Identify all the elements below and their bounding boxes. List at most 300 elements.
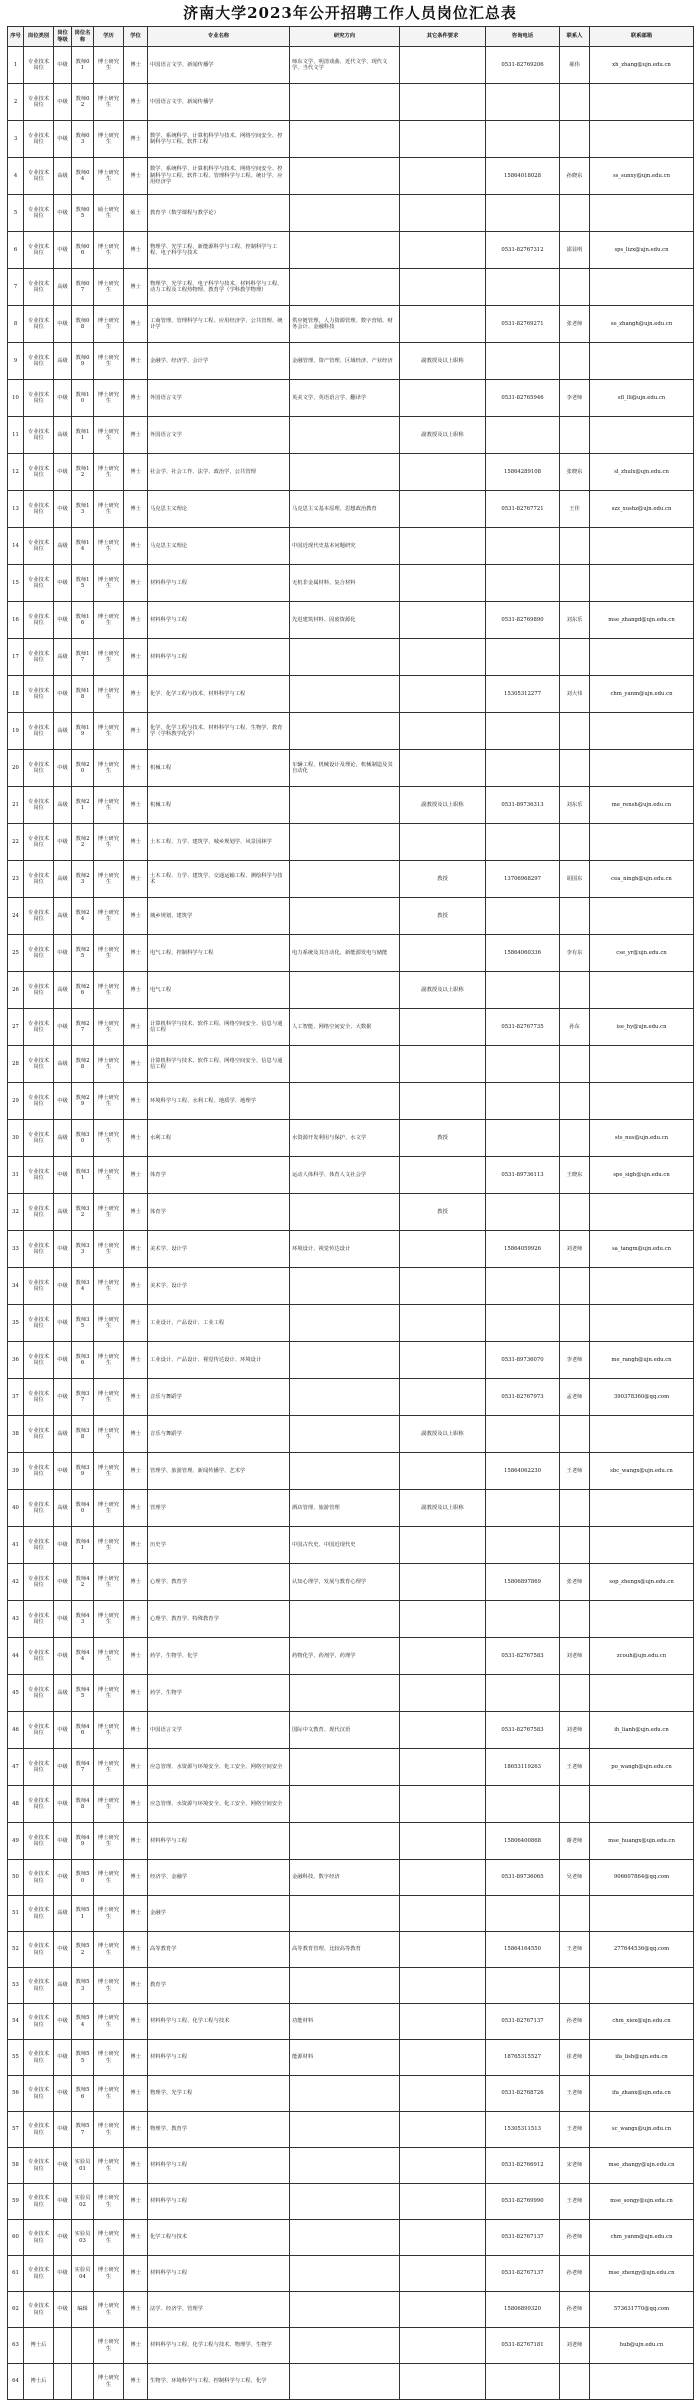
- cell-other-requirements: [400, 1675, 486, 1711]
- cell-major: 电气工程、控制科学与工程: [148, 935, 290, 971]
- header-degree: 学位: [124, 27, 148, 46]
- cell-email: [590, 121, 694, 157]
- cell-research-direction: 英美文学、英语语言学、翻译学: [290, 380, 400, 416]
- cell-other-requirements: [400, 750, 486, 786]
- cell-phone: 0531-82765946: [486, 380, 560, 416]
- cell-degree: 博士: [124, 2040, 148, 2075]
- cell-position-name: 教师24: [72, 898, 94, 934]
- cell-position-category: 专业技术岗位: [24, 1120, 54, 1156]
- cell-email: 573631770@qq.com: [590, 2292, 694, 2327]
- cell-research-direction: [290, 1453, 400, 1489]
- cell-position-category: 专业技术岗位: [24, 380, 54, 416]
- cell-row-number: 59: [8, 2184, 24, 2219]
- cell-position-level: 中级: [54, 1231, 72, 1267]
- cell-position-category: 专业技术岗位: [24, 2112, 54, 2147]
- cell-position-level: 高级: [54, 417, 72, 453]
- cell-phone: [486, 824, 560, 860]
- cell-position-category: 专业技术岗位: [24, 1823, 54, 1859]
- cell-research-direction: 酒店管理、旅游管理: [290, 1490, 400, 1526]
- cell-education: 博士研究生: [94, 1120, 124, 1156]
- cell-other-requirements: [400, 121, 486, 157]
- cell-email: [590, 417, 694, 453]
- cell-education: 博士研究生: [94, 306, 124, 342]
- page-title: 济南大学2023年公开招聘工作人员岗位汇总表: [183, 4, 517, 22]
- cell-row-number: 9: [8, 343, 24, 379]
- cell-degree: 博士: [124, 1194, 148, 1230]
- cell-contact-person: [560, 1305, 590, 1341]
- cell-education: 博士研究生: [94, 1527, 124, 1563]
- cell-phone: 15864018028: [486, 158, 560, 194]
- cell-education: 博士研究生: [94, 1490, 124, 1526]
- cell-position-level: 高级: [54, 269, 72, 305]
- cell-major: 工业设计、产品设计、视觉传达设计、环境设计: [148, 1342, 290, 1378]
- table-row: [8, 1120, 694, 1157]
- cell-education: 博士研究生: [94, 2076, 124, 2111]
- cell-phone: [486, 1527, 560, 1563]
- cell-position-level: 中级: [54, 1860, 72, 1895]
- cell-education: 博士研究生: [94, 2004, 124, 2039]
- table-row: [8, 2040, 694, 2076]
- cell-education: 博士研究生: [94, 824, 124, 860]
- cell-email: se_zhangh@ujn.edu.cn: [590, 306, 694, 342]
- cell-other-requirements: [400, 2148, 486, 2183]
- cell-phone: [486, 1675, 560, 1711]
- cell-row-number: 48: [8, 1786, 24, 1822]
- cell-position-level: 中级: [54, 2004, 72, 2039]
- cell-degree: 博士: [124, 2364, 148, 2399]
- cell-research-direction: [290, 1601, 400, 1637]
- cell-major: 机械工程: [148, 787, 290, 823]
- cell-row-number: 10: [8, 380, 24, 416]
- cell-position-level: 中级: [54, 1749, 72, 1785]
- table-row: [8, 1453, 694, 1490]
- cell-research-direction: 运动人体科学、体育人文社会学: [290, 1157, 400, 1193]
- cell-position-name: 实验员01: [72, 2148, 94, 2183]
- cell-education: 博士研究生: [94, 528, 124, 564]
- cell-row-number: 40: [8, 1490, 24, 1526]
- cell-other-requirements: [400, 1638, 486, 1674]
- table-row: [8, 2148, 694, 2184]
- cell-phone: [486, 639, 560, 675]
- cell-degree: 博士: [124, 2148, 148, 2183]
- cell-position-name: 教师43: [72, 1601, 94, 1637]
- cell-degree: 博士: [124, 750, 148, 786]
- cell-position-name: 教师01: [72, 47, 94, 83]
- cell-degree: 博士: [124, 2220, 148, 2255]
- cell-major: 材料科学与工程: [148, 639, 290, 675]
- cell-other-requirements: [400, 565, 486, 601]
- cell-research-direction: [290, 454, 400, 490]
- cell-email: [590, 1896, 694, 1931]
- cell-phone: 15864289108: [486, 454, 560, 490]
- cell-contact-person: 刘东乐: [560, 602, 590, 638]
- cell-education: 博士研究生: [94, 491, 124, 527]
- cell-position-category: 专业技术岗位: [24, 158, 54, 194]
- cell-degree: 博士: [124, 1712, 148, 1748]
- cell-degree: 博士: [124, 1453, 148, 1489]
- cell-degree: 博士: [124, 1601, 148, 1637]
- cell-education: 博士研究生: [94, 2292, 124, 2327]
- header-education: 学历: [94, 27, 124, 46]
- cell-contact-person: 刘老师: [560, 1231, 590, 1267]
- cell-contact-person: [560, 269, 590, 305]
- cell-major: 药学、生物学: [148, 1675, 290, 1711]
- cell-major: 物理学、光学工程: [148, 2076, 290, 2111]
- cell-phone: [486, 1083, 560, 1119]
- cell-education: 博士研究生: [94, 1638, 124, 1674]
- cell-contact-person: 孙老师: [560, 2292, 590, 2327]
- cell-position-name: [72, 2364, 94, 2399]
- cell-position-name: 教师52: [72, 1932, 94, 1967]
- cell-position-category: 专业技术岗位: [24, 2292, 54, 2327]
- cell-other-requirements: [400, 1823, 486, 1859]
- cell-contact-person: 王老师: [560, 1453, 590, 1489]
- cell-degree: 博士: [124, 898, 148, 934]
- cell-education: 博士研究生: [94, 861, 124, 897]
- cell-position-name: 教师23: [72, 861, 94, 897]
- cell-education: 博士研究生: [94, 1564, 124, 1600]
- cell-major: 心理学、教育学: [148, 1564, 290, 1600]
- cell-research-direction: 供应链管理、人力资源管理、数字营销、财务会计、金融科技: [290, 306, 400, 342]
- cell-research-direction: 药物化学、药剂学、药理学: [290, 1638, 400, 1674]
- cell-email: [590, 1046, 694, 1082]
- cell-email: [590, 1416, 694, 1452]
- cell-phone: [486, 1305, 560, 1341]
- cell-position-level: 中级: [54, 2040, 72, 2075]
- cell-research-direction: 电力系统及其自动化、新能源发电与储能: [290, 935, 400, 971]
- cell-research-direction: [290, 417, 400, 453]
- table-row: [8, 972, 694, 1009]
- cell-phone: 15806897869: [486, 1564, 560, 1600]
- cell-phone: 0531-82766912: [486, 2148, 560, 2183]
- table-row: [8, 2076, 694, 2112]
- cell-position-level: 中级: [54, 2220, 72, 2255]
- cell-position-name: 教师20: [72, 750, 94, 786]
- cell-research-direction: [290, 2364, 400, 2399]
- cell-major: 应急管理、水资源与环境安全、化工安全、网络空间安全: [148, 1749, 290, 1785]
- cell-degree: 博士: [124, 1416, 148, 1452]
- cell-research-direction: 师东文学、明清戏曲、近代文学、现代文学、当代文学: [290, 47, 400, 83]
- cell-major: 城乡规划、建筑学: [148, 898, 290, 934]
- table-row: [8, 935, 694, 972]
- cell-row-number: 5: [8, 195, 24, 231]
- cell-major: 药学、生物学、化学: [148, 1638, 290, 1674]
- cell-degree: 博士: [124, 602, 148, 638]
- cell-contact-person: 刘老师: [560, 1712, 590, 1748]
- cell-degree: 博士: [124, 1120, 148, 1156]
- cell-education: 博士研究生: [94, 1675, 124, 1711]
- table-row: [8, 1416, 694, 1453]
- cell-contact-person: 孙东: [560, 1009, 590, 1045]
- cell-degree: 博士: [124, 1009, 148, 1045]
- cell-phone: 0531-82767583: [486, 1638, 560, 1674]
- cell-row-number: 32: [8, 1194, 24, 1230]
- cell-row-number: 19: [8, 713, 24, 749]
- cell-degree: 博士: [124, 1083, 148, 1119]
- table-row: [8, 1968, 694, 2004]
- cell-education: 博士研究生: [94, 1749, 124, 1785]
- cell-position-level: 中级: [54, 1786, 72, 1822]
- cell-phone: 13706968297: [486, 861, 560, 897]
- cell-position-name: 教师37: [72, 1379, 94, 1415]
- cell-other-requirements: [400, 1342, 486, 1378]
- cell-position-name: 教师15: [72, 565, 94, 601]
- cell-other-requirements: [400, 1083, 486, 1119]
- table-row: [8, 2220, 694, 2256]
- cell-contact-person: [560, 343, 590, 379]
- cell-position-name: 教师09: [72, 343, 94, 379]
- cell-position-name: 教师10: [72, 380, 94, 416]
- cell-email: sts_nus@ujn.edu.cn: [590, 1120, 694, 1156]
- cell-education: 博士研究生: [94, 1268, 124, 1304]
- cell-phone: 0531-82769990: [486, 2184, 560, 2219]
- cell-major: 心理学、教育学、特殊教育学: [148, 1601, 290, 1637]
- cell-position-name: 实验员02: [72, 2184, 94, 2219]
- cell-major: 体育学: [148, 1157, 290, 1193]
- table-row: [8, 158, 694, 195]
- cell-position-category: 专业技术岗位: [24, 1527, 54, 1563]
- cell-position-category: 专业技术岗位: [24, 195, 54, 231]
- cell-row-number: 15: [8, 565, 24, 601]
- cell-contact-person: 刘老师: [560, 1638, 590, 1674]
- cell-position-level: 高级: [54, 158, 72, 194]
- positions-table: [7, 26, 694, 2400]
- cell-position-level: 中级: [54, 602, 72, 638]
- table-row: [8, 528, 694, 565]
- cell-phone: [486, 1490, 560, 1526]
- table-row: [8, 1860, 694, 1896]
- cell-phone: [486, 1416, 560, 1452]
- cell-row-number: 56: [8, 2076, 24, 2111]
- cell-position-category: 专业技术岗位: [24, 1083, 54, 1119]
- cell-major: 中国语言文学、新闻传播学: [148, 47, 290, 83]
- cell-phone: 0531-82769206: [486, 47, 560, 83]
- table-row: [8, 1342, 694, 1379]
- cell-position-level: 中级: [54, 2112, 72, 2147]
- cell-row-number: 50: [8, 1860, 24, 1895]
- cell-major: 高等教育学: [148, 1932, 290, 1967]
- cell-position-level: 高级: [54, 972, 72, 1008]
- cell-position-level: 中级: [54, 232, 72, 268]
- cell-email: me_rangh@ujn.edu.cn: [590, 1342, 694, 1378]
- cell-education: 博士研究生: [94, 1379, 124, 1415]
- cell-position-category: 专业技术岗位: [24, 1675, 54, 1711]
- cell-position-level: 中级: [54, 195, 72, 231]
- cell-research-direction: [290, 2220, 400, 2255]
- cell-major: 工商管理、管理科学与工程、应用经济学、公共管理、统计学: [148, 306, 290, 342]
- cell-research-direction: [290, 121, 400, 157]
- cell-row-number: 2: [8, 84, 24, 120]
- cell-position-level: 中级: [54, 1823, 72, 1859]
- cell-contact-person: [560, 1416, 590, 1452]
- table-row: [8, 232, 694, 269]
- cell-position-category: 专业技术岗位: [24, 491, 54, 527]
- cell-email: [590, 898, 694, 934]
- cell-position-level: 中级: [54, 1601, 72, 1637]
- cell-phone: [486, 269, 560, 305]
- cell-position-name: 教师12: [72, 454, 94, 490]
- cell-research-direction: [290, 1046, 400, 1082]
- cell-position-level: [54, 2364, 72, 2399]
- cell-position-category: 专业技术岗位: [24, 2256, 54, 2291]
- cell-position-category: 专业技术岗位: [24, 1305, 54, 1341]
- cell-other-requirements: 教授: [400, 861, 486, 897]
- cell-education: 博士研究生: [94, 2256, 124, 2291]
- cell-position-level: 中级: [54, 84, 72, 120]
- cell-position-category: 专业技术岗位: [24, 1860, 54, 1895]
- cell-phone: [486, 713, 560, 749]
- table-row: [8, 121, 694, 158]
- cell-other-requirements: [400, 306, 486, 342]
- cell-degree: 博士: [124, 676, 148, 712]
- cell-degree: 博士: [124, 1786, 148, 1822]
- cell-position-category: 专业技术岗位: [24, 1046, 54, 1082]
- cell-phone: 0531-82769271: [486, 306, 560, 342]
- cell-degree: 博士: [124, 639, 148, 675]
- cell-email: [590, 1601, 694, 1637]
- cell-degree: 博士: [124, 269, 148, 305]
- cell-education: 博士研究生: [94, 1823, 124, 1859]
- cell-email: [590, 1527, 694, 1563]
- cell-research-direction: [290, 861, 400, 897]
- cell-research-direction: [290, 2292, 400, 2327]
- cell-position-level: 高级: [54, 1896, 72, 1931]
- cell-row-number: 26: [8, 972, 24, 1008]
- cell-email: [590, 713, 694, 749]
- cell-other-requirements: [400, 84, 486, 120]
- cell-phone: 0531-82767137: [486, 2004, 560, 2039]
- cell-research-direction: [290, 1786, 400, 1822]
- cell-research-direction: [290, 898, 400, 934]
- cell-position-category: 专业技术岗位: [24, 1968, 54, 2003]
- cell-degree: 博士: [124, 972, 148, 1008]
- cell-major: 中国语言文学、新闻传播学: [148, 84, 290, 120]
- cell-research-direction: [290, 2184, 400, 2219]
- table-row: [8, 1896, 694, 1932]
- cell-row-number: 6: [8, 232, 24, 268]
- cell-major: 材料科学与工程、化学工程与技术、物理学、生物学: [148, 2328, 290, 2363]
- cell-row-number: 14: [8, 528, 24, 564]
- cell-research-direction: [290, 676, 400, 712]
- cell-email: sc_wangx@ujn.edu.cn: [590, 2112, 694, 2147]
- cell-position-level: 中级: [54, 565, 72, 601]
- cell-phone: 18765315527: [486, 2040, 560, 2075]
- cell-phone: 0531-82767735: [486, 1009, 560, 1045]
- cell-row-number: 13: [8, 491, 24, 527]
- table-row: [8, 1268, 694, 1305]
- cell-other-requirements: 教授: [400, 1194, 486, 1230]
- cell-degree: 博士: [124, 1860, 148, 1895]
- cell-email: [590, 195, 694, 231]
- cell-degree: 博士: [124, 158, 148, 194]
- cell-position-name: 教师42: [72, 1564, 94, 1600]
- cell-row-number: 21: [8, 787, 24, 823]
- table-row: [8, 1379, 694, 1416]
- cell-position-level: 中级: [54, 1083, 72, 1119]
- cell-degree: 博士: [124, 2112, 148, 2147]
- cell-position-name: 教师11: [72, 417, 94, 453]
- table-row: [8, 824, 694, 861]
- cell-other-requirements: [400, 2112, 486, 2147]
- cell-email: cea_ningh@ujn.edu.cn: [590, 861, 694, 897]
- cell-row-number: 12: [8, 454, 24, 490]
- cell-position-name: 教师06: [72, 232, 94, 268]
- cell-email: [590, 1194, 694, 1230]
- cell-position-name: 教师21: [72, 787, 94, 823]
- cell-position-category: 专业技术岗位: [24, 1601, 54, 1637]
- cell-email: hub@ujn.edu.cn: [590, 2328, 694, 2363]
- cell-row-number: 17: [8, 639, 24, 675]
- header-other-requirements: 其它条件要求: [400, 27, 486, 46]
- cell-contact-person: [560, 195, 590, 231]
- cell-row-number: 42: [8, 1564, 24, 1600]
- cell-position-category: 专业技术岗位: [24, 1379, 54, 1415]
- cell-research-direction: 认知心理学、发展与教育心理学: [290, 1564, 400, 1600]
- cell-contact-person: [560, 2364, 590, 2399]
- table-row: [8, 1157, 694, 1194]
- cell-position-category: 博士后: [24, 2364, 54, 2399]
- cell-position-level: 中级: [54, 2292, 72, 2327]
- cell-position-name: 教师47: [72, 1749, 94, 1785]
- cell-position-level: 高级: [54, 713, 72, 749]
- cell-position-category: 专业技术岗位: [24, 1490, 54, 1526]
- cell-phone: 15806899320: [486, 2292, 560, 2327]
- cell-research-direction: [290, 1194, 400, 1230]
- cell-contact-person: 张老师: [560, 306, 590, 342]
- cell-other-requirements: [400, 1046, 486, 1082]
- cell-other-requirements: [400, 232, 486, 268]
- cell-research-direction: [290, 1823, 400, 1859]
- cell-degree: 博士: [124, 47, 148, 83]
- cell-position-category: 专业技术岗位: [24, 121, 54, 157]
- cell-research-direction: 车辆工程、机械设计及理论、机械制造及其自动化: [290, 750, 400, 786]
- cell-education: 博士研究生: [94, 713, 124, 749]
- cell-position-category: 专业技术岗位: [24, 1009, 54, 1045]
- cell-other-requirements: [400, 1786, 486, 1822]
- cell-research-direction: [290, 2112, 400, 2147]
- cell-position-level: 高级: [54, 1490, 72, 1526]
- cell-phone: [486, 195, 560, 231]
- cell-position-name: 教师46: [72, 1712, 94, 1748]
- cell-position-category: 专业技术岗位: [24, 2148, 54, 2183]
- cell-row-number: 11: [8, 417, 24, 453]
- cell-major: 外国语言文学: [148, 417, 290, 453]
- cell-phone: 0531-89736070: [486, 1342, 560, 1378]
- cell-row-number: 27: [8, 1009, 24, 1045]
- cell-email: 390378360@qq.com: [590, 1379, 694, 1415]
- cell-phone: 15864062230: [486, 1453, 560, 1489]
- cell-phone: 15864059926: [486, 1231, 560, 1267]
- cell-degree: 博士: [124, 1675, 148, 1711]
- cell-degree: 博士: [124, 454, 148, 490]
- cell-research-direction: [290, 639, 400, 675]
- cell-degree: 博士: [124, 1268, 148, 1304]
- cell-education: 博士研究生: [94, 1231, 124, 1267]
- cell-row-number: 30: [8, 1120, 24, 1156]
- cell-education: 博士研究生: [94, 676, 124, 712]
- table-row: [8, 1305, 694, 1342]
- cell-degree: 博士: [124, 528, 148, 564]
- table-row: [8, 1564, 694, 1601]
- cell-degree: 博士: [124, 417, 148, 453]
- cell-major: 物理学、教育学: [148, 2112, 290, 2147]
- cell-position-category: 专业技术岗位: [24, 824, 54, 860]
- cell-phone: 0531-82767137: [486, 2220, 560, 2255]
- cell-position-name: 教师49: [72, 1823, 94, 1859]
- cell-position-category: 专业技术岗位: [24, 1564, 54, 1600]
- cell-position-category: 专业技术岗位: [24, 306, 54, 342]
- cell-position-name: 教师35: [72, 1305, 94, 1341]
